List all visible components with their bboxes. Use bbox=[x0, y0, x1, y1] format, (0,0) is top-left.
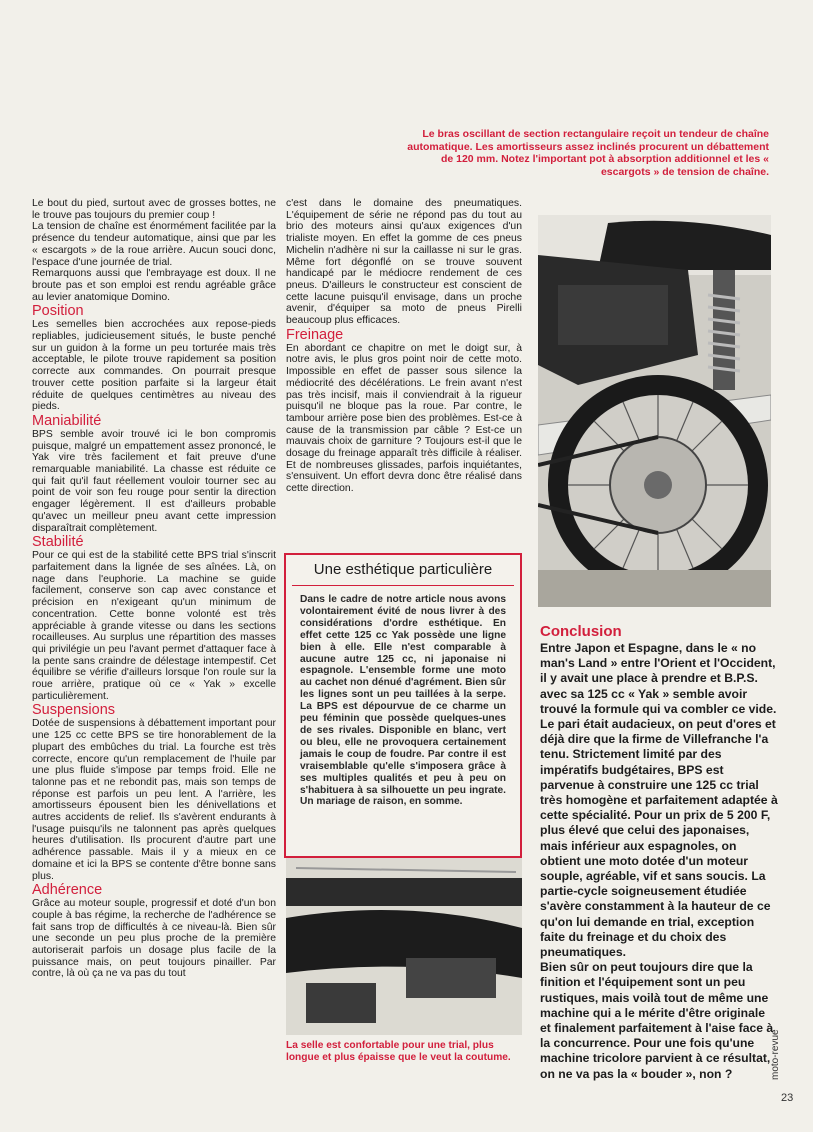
paragraph: c'est dans le domaine des pneumatiques. L'équipement de série ne répond pas du tout au brio des moteurs ainsi qu'aux exigences d'un trialiste moyen. En effet la gomme de ces pneus Michelin n'adhère ni sur la caillasse ni sur le gras. Même fort dégonflé on se trouve souvent handicapé par le médiocre rendement de ces pneus. D'ailleurs le constructeur est conscient de cette lacune puisqu'il envisage, dans un proche avenir, d'équiper sa moto de pneus Pirelli beaucoup plus efficaces. bbox=[286, 198, 522, 327]
paragraph: Remarquons aussi que l'embrayage est doux. Il ne broute pas et son emploi est rendu agréable grâce au levier anatomique Domino. bbox=[32, 268, 276, 303]
magazine-name: moto-revue bbox=[770, 1029, 781, 1080]
paragraph: Pour ce qui est de la stabilité cette BPS trial s'inscrit parfaitement dans la lignée de ses aînées. Là, on nage dans l'euphorie. La machine se guide facilement, conserve son cap avec constance et précision en n'exigeant qu'un minimum de concentration. Cette bonne volonté est très appréciable à grande vitesse ou dans les sections rocailleuses. Au surplus une répartition des masses qui privilégie un peu l'avant permet d'attaquer face à la pente sans craindre de délestage intempestif. Cet équilibre se vérifie d'ailleurs lorsque l'on roule sur la roue arrière, pratique où ce « Yak » excelle particulièrement. bbox=[32, 550, 276, 702]
section-heading-suspensions: Suspensions bbox=[32, 702, 116, 719]
photo-caption-top: Le bras oscillant de section rectangulaire reçoit un tendeur de chaîne automatique. Les amortisseurs assez inclinés procurent un débattement de 120 mm. Notez l'important pot à absorption additionnel et les « escargots » de tension de chaîne. bbox=[407, 128, 769, 178]
photo-caption-bottom: La selle est confortable pour une trial, plus longue et plus épaisse que le veut la coutume. bbox=[286, 1040, 511, 1063]
paragraph: En abordant ce chapitre on met le doigt sur, à notre avis, le plus gros point noir de cette moto. Impossible en effet de passer sous silence la médiocrité des décélérations. Le frein avant n'est pas très incisif, mais il conviendrait à la rigueur puisqu'il ne bloque pas la roue. Par contre, le tambour arrière pose bien des problèmes. Est-ce à cause de la transmission par câble ? Est-ce un mauvais choix de garniture ? Toujours est-il que le dosage du freinage apparaît très difficile à réaliser. Et de nombreuses glissades, parfois inquiétantes, s'ensuivent. Un effort devra donc être réalisé dans cette direction. bbox=[286, 342, 522, 495]
page-number: 23 bbox=[781, 1092, 794, 1104]
paragraph: Dotée de suspensions à débattement important pour une 125 cc cette BPS se tire honorablement de la plupart des embûches du trial. La fourche est très correcte, encore qu'un remplacement de l'huile par une plus fluide s'impose par temps froid. Elle ne talonne pas et ne rebondit pas, mais son temps de réponse est parfois un peu lent. A l'arrière, les amortisseurs épousent bien les dénivellations et autres accidents de relief. Ils s'avèrent endurants à l'usage puisqu'ils ne talonnent pas après quelques heures d'utilisation. Ils procurent d'autre part une adhérence passable. Mais il y a mieux en ce domaine et ici la BPS se contente d'être bonne sans plus. bbox=[32, 718, 276, 882]
paragraph: Bien sûr on peut toujours dire que la finition et l'équipement sont un peu rustiques, mais voilà tout de même une machine qui a le mérite d'être originale et finalement parfaitement à l'aise face à la concurrence. Pour une fois qu'une machine tricolore parvient à ce résultat, on ne va pas la « bouder », non ? bbox=[540, 960, 774, 1081]
motorcycle-seat-photo bbox=[286, 858, 522, 1035]
section-heading-maniabilite: Maniabilité bbox=[32, 412, 102, 429]
text-column-2 bbox=[286, 198, 522, 495]
paragraph: Grâce au moteur souple, progressif et doté d'un bon couple à bas régime, la recherche de l'adhérence se fait sans trop de difficultés à ce niveau-là. Bien sûr une seconde un peu plus proche de la première autoriserait parfois un dosage plus facile de la puissance mais, on peut toujours pinailler. Par contre, là où ça ne va pas du tout bbox=[32, 898, 276, 980]
sidebar-box bbox=[284, 553, 522, 858]
section-heading-stabilite: Stabilité bbox=[32, 534, 84, 551]
section-heading-position: Position bbox=[32, 303, 84, 320]
sidebar-box-title: Une esthétique particulière bbox=[292, 561, 514, 586]
section-heading-freinage: Freinage bbox=[286, 326, 344, 343]
text-column-3 bbox=[540, 622, 778, 1082]
paragraph: Le bout du pied, surtout avec de grosses bottes, ne le trouve pas toujours du premier coup ! bbox=[32, 198, 276, 221]
section-heading-adherence: Adhérence bbox=[32, 882, 103, 899]
motorcycle-seat-illustration bbox=[286, 858, 522, 1035]
section-heading-conclusion: Conclusion bbox=[540, 623, 622, 640]
motorcycle-rear-photo bbox=[538, 215, 771, 607]
paragraph: Entre Japon et Espagne, dans le « no man's Land » entre l'Orient et l'Occident, il y avait une place à prendre et B.P.S. avec sa 125 cc « Yak » semble avoir trouvé la formule qui va combler ce vide. Le pari était audacieux, on peut d'ores et déjà dire que la firme de Villefranche l'a tenu. Strictement limité par des impératifs budgétaires, BPS est parvenue à construire une 125 cc trial très homogène et parfaitement adaptée à cette spécialité. Pour un prix de 5 200 F, plus élevé que celui des japonaises, mais inférieur aux espagnoles, on obtient une moto dotée d'un moteur souple, agréable, vif et sans soucis. La partie-cycle soigneusement étudiée s'avère constamment à la hauteur de ce qu'on lui demande en trial, exception faite du freinage et du choix des pneumatiques. bbox=[540, 641, 778, 960]
text-column-1 bbox=[32, 198, 276, 980]
paragraph: BPS semble avoir trouvé ici le bon compromis puisque, malgré un empattement assez prononcé, le Yak vire très facilement et fait preuve d'une remarquable maniabilité. La chasse est réduite ce qui fait qu'il faut réellement vouloir tourner sec au point de voir son feu rouge pour sentir la direction engager légèrement. Il est d'ailleurs probable qu'avec un meilleur pneu avant cette impression disparaîtrait complètement. bbox=[32, 428, 276, 534]
paragraph: Les semelles bien accrochées aux repose-pieds repliables, judicieusement situés, le buste penché sur un guidon à la forme un peu torturée mais très acceptable, le pilote trouve rapidement sa position correcte aux commandes. On pourrait presque trouver cette position parfaite si la largeur était réduite de quelques centimètres au niveau des pieds. bbox=[32, 319, 276, 413]
paragraph: La tension de chaîne est énormément facilitée par la présence du tendeur automatique, ainsi que par les « escargots » de la roue arrière. Aucun souci donc, l'espace d'une journée de trial. bbox=[32, 221, 276, 268]
sidebar-box-text: Dans le cadre de notre article nous avons volontairement évité de nous livrer à des considérations d'ordre esthétique. En effet cette 125 cc Yak possède une ligne bien à elle. Elle n'est comparable à aucune autre 125 cc, ni japonaise ni espagnole. L'ensemble forme une moto au cachet non dénué d'agrément. Bien sûr les lignes sont un peu taillées à la serpe. La BPS est dépourvue de ce charme un peu féminin que possède quelques-unes de ses rivales. Disponible en blanc, vert ou bleu, elle ne provoquera certainement jamais le coup de foudre. Par contre il est vraisemblable qu'elle s'imposera grâce à ses multiples qualités et peu à peu on s'habituera à sa silhouette un peu ingrate. Un mariage de raison, en somme. bbox=[300, 594, 506, 808]
motorcycle-rear-illustration bbox=[538, 215, 771, 607]
